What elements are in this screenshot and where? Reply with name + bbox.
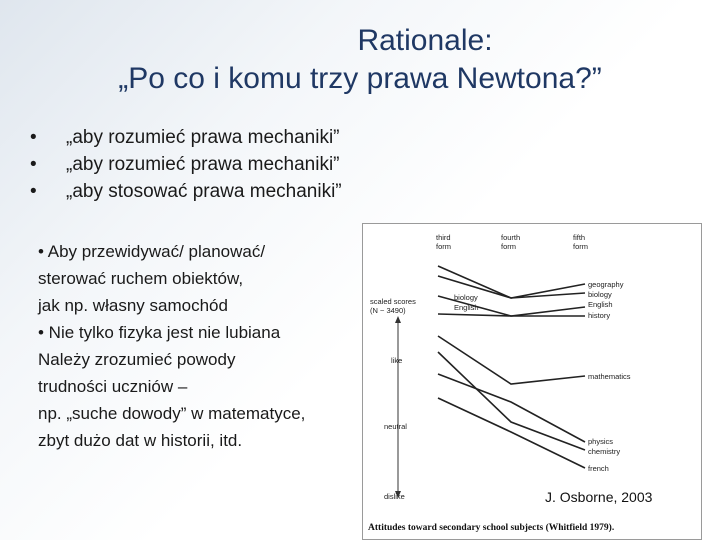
bullet-text: „aby stosować prawa mechaniki” — [66, 181, 342, 202]
figure-credit: J. Osborne, 2003 — [545, 489, 653, 505]
right-label-history: history — [588, 311, 611, 320]
right-label-french: french — [588, 464, 609, 473]
body-line: • Nie tylko fizyka jest nie lubiana — [38, 323, 281, 342]
col-header-fifth-1: fifth — [573, 233, 586, 242]
right-label-english: English — [588, 300, 613, 309]
body-line: zbyt dużo dat w historii, itd. — [38, 431, 243, 450]
col-header-fourth-2: form — [501, 242, 516, 251]
axis-level-neutral: neutral — [384, 422, 407, 431]
axis-level-like: like — [391, 356, 403, 365]
right-label-biology: biology — [588, 290, 612, 299]
bullet-item — [30, 178, 342, 205]
line-history — [438, 314, 585, 316]
right-label-physics: physics — [588, 437, 614, 446]
body-line: sterować ruchem obiektów, — [38, 269, 244, 288]
axis-level-dislike: dislike — [384, 492, 405, 501]
body-text-block — [38, 238, 368, 454]
axis-title-line-2: (N ~ 3490) — [370, 306, 406, 315]
col-header-third-2: form — [436, 242, 451, 251]
col-header-fifth-2: form — [573, 242, 588, 251]
body-line: np. „suche dowody” w matematyce, — [38, 404, 306, 423]
bullet-item — [30, 124, 342, 151]
body-line: • Aby przewidywać/ planować/ — [38, 242, 266, 261]
bullet-list — [30, 124, 342, 205]
right-label-mathematics: mathematics — [588, 372, 631, 381]
left-label-english: English — [454, 303, 479, 312]
bullet-dot: • — [30, 127, 37, 148]
bullet-dot: • — [30, 181, 37, 202]
right-label-chemistry: chemistry — [588, 447, 621, 456]
title-line-1: Rationale: — [357, 24, 493, 57]
col-header-fourth-1: fourth — [501, 233, 521, 242]
bullet-text: „aby rozumieć prawa mechaniki” — [66, 127, 340, 148]
line-mathematics — [438, 336, 585, 384]
left-label-biology: biology — [454, 293, 478, 302]
col-header-third-1: third — [436, 233, 451, 242]
title-line-2: „Po co i komu trzy prawa Newtona?” — [118, 62, 602, 95]
figure-caption: Attitudes toward secondary school subjects (Whitfield 1979). — [368, 523, 615, 533]
bullet-dot: • — [30, 154, 37, 175]
slide-title — [0, 22, 720, 98]
body-line: trudności uczniów – — [38, 377, 188, 396]
axis-title-line-1: scaled scores — [370, 297, 416, 306]
axis-arrow-up-icon — [395, 316, 401, 323]
bullet-text: „aby rozumieć prawa mechaniki” — [66, 154, 340, 175]
line-french — [438, 398, 585, 468]
body-line: Należy zrozumieć powody — [38, 350, 236, 369]
body-line: jak np. własny samochód — [38, 296, 228, 315]
right-label-geography: geography — [588, 280, 624, 289]
bullet-item — [30, 151, 342, 178]
line-chemistry — [438, 352, 585, 450]
